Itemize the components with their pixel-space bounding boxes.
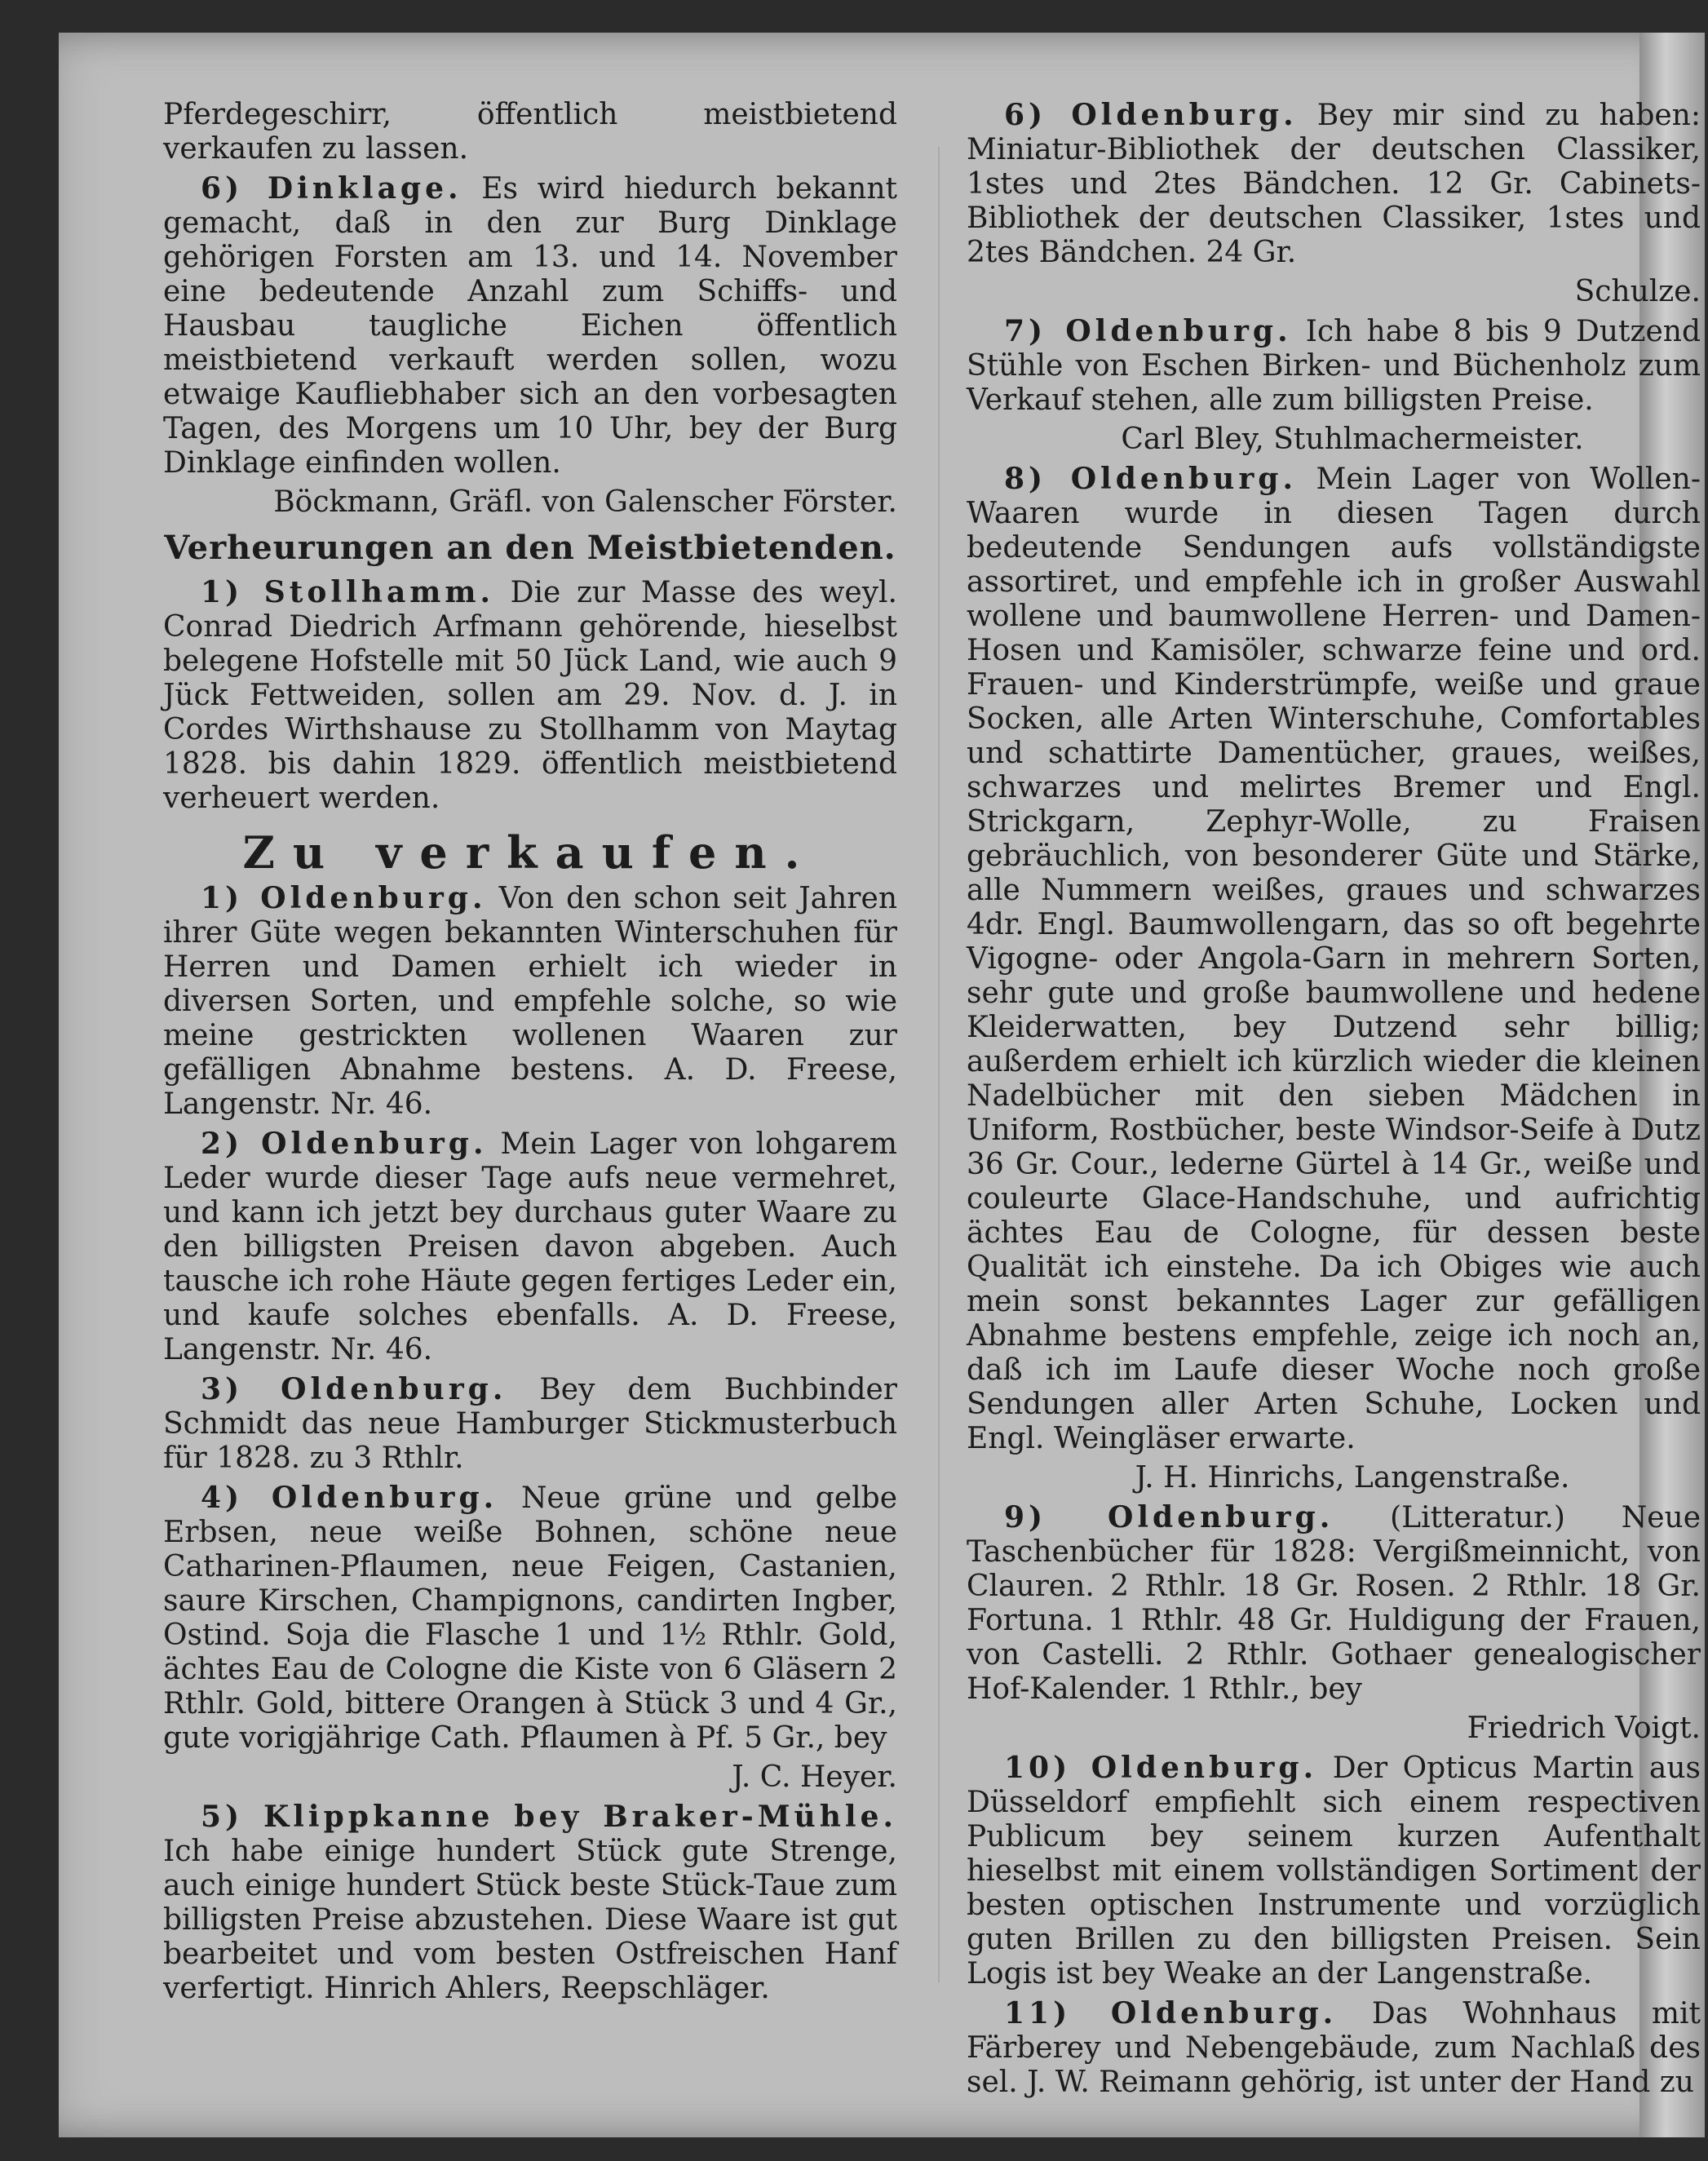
notice: 11) Oldenburg. Das Wohnhaus mit Färberey und Nebengebäude, zum Nachlaß des sel. J. W. Reimann gehörig, ist unter der Hand zu <box>967 1996 1701 2099</box>
section-heading: Verheurungen an den Meistbietenden. <box>164 529 896 567</box>
signature: J. H. Hinrichs, Langenstraße. <box>1135 1461 1570 1495</box>
notice: 5) Klippkanne bey Braker-Mühle. Ich habe einige hundert Stück gute Strenge, auch einige hundert Stück beste Stück-Taue zum billigsten Preise abzustehen. Diese Waare ist gut bearbeitet und vom besten Ostfreischen Hanf verfertigt. Hinrich Ahlers, Reepschläger. <box>163 1800 897 2005</box>
notice: 3) Oldenburg. Bey dem Buchbinder Schmidt das neue Hamburger Stickmusterbuch für 1828. zu 3 Rthlr. <box>163 1372 898 1475</box>
column-divider <box>938 147 940 1982</box>
right-column <box>967 98 1701 2105</box>
signature: J. C. Heyer. <box>732 1760 897 1794</box>
notice-stollhamm: 1) Stollhamm. Die zur Masse des weyl. Conrad Diedrich Arfmann gehörende, hieselbst belegene Hofstelle mit 50 Jück Land, wie auch 9 Jück Fettweiden, sollen am 29. Nov. d. J. in Cordes Wirthshause zu Stollhamm von Maytag 1828. bis dahin 1829. öffentlich meistbietend verheuert werden. <box>163 575 897 815</box>
left-column <box>163 98 897 2011</box>
notice: 7) Oldenburg. Ich habe 8 bis 9 Dutzend Stühle von Eschen Birken- und Büchenholz zum Verkauf stehen, alle zum billigsten Preise. <box>967 314 1701 417</box>
signature: Schulze. <box>1574 275 1701 308</box>
notice: 8) Oldenburg. Mein Lager von Wollen-Waaren wurde in diesen Tagen durch bedeutende Sendungen aufs vollständigste assortiret, und empfehle ich in großer Auswahl wollene und baumwollene Herren- und Damen-Hosen und Kamisöler, schwarze feine und ord. Frauen- und Kinderstrümpfe, weiße und graue Socken, alle Arten Winterschuhe, Comfortables und schattirte Damentücher, graues, weißes, schwarzes und melirtes Bremer und Engl. Strickgarn, Zephyr-Wolle, zu Fraisen gebräuchlich, von besonderer Güte und Stärke, alle Nummern weißes, graues und schwarzes 4dr. Engl. Baumwollengarn, das so oft begehrte Vigogne- oder Angola-Garn in mehrern Sorten, sehr gute und große baumwollene und hedene Kleiderwatten, bey Dutzend sehr billig; außerdem erhielt ich kürzlich wieder die kleinen Nadelbücher mit den sieben Mädchen in Uniform, Rostbücher, beste Windsor-Seife à Dutz 36 Gr. Cour., lederne Gürtel à 14 Gr., weiße und couleurte Glace-Handschuhe, und aufrichtig ächtes Eau de Cologne, für dessen beste Qualität ich einstehe. Da ich Obiges wie auch mein sonst bekanntes Lager zur gefälligen Abnahme bestens empfehle, zeige ich noch an, daß ich im Laufe dieser Woche noch große Sendungen aller Arten Schuhe, Locken und Engl. Weingläser erwarte. <box>967 462 1701 1455</box>
notice: 9) Oldenburg. (Litteratur.) Neue Taschenbücher für 1828: Vergißmeinnicht, von Clauren. 2 Rthlr. 18 Gr. Rosen. 2 Rthlr. 18 Gr. Fortuna. 1 Rthlr. 48 Gr. Huldigung der Frauen, von Castelli. 2 Rthlr. Gothaer genealogischer Hof-Kalender. 1 Rthlr., bey <box>967 1500 1701 1706</box>
signature: Friedrich Voigt. <box>1467 1712 1701 1745</box>
paragraph: Pferdegeschirr, öffentlich meistbietend verkaufen zu lassen. <box>163 98 897 166</box>
notice: 1) Oldenburg. Von den schon seit Jahren ihrer Güte wegen bekannten Winterschuhen für Herren und Damen erhielt ich wieder in diversen Sorten, und empfehle solche, so wie meine gestrickten wollenen Waaren zur gefälligen Abnahme bestens. A. D. Freese, Langenstr. Nr. 46. <box>163 881 897 1121</box>
section-heading: Zu verkaufen. <box>242 826 818 879</box>
notice: 4) Oldenburg. Neue grüne und gelbe Erbsen, neue weiße Bohnen, schöne neue Catharinen-Pflaumen, neue Feigen, Castanien, saure Kirschen, Champignons, candirten Ingber, Ostind. Soja die Flasche 1 und 1½ Rthlr. Gold, ächtes Eau de Cologne die Kiste von 6 Gläsern 2 Rthlr. Gold, bittere Orangen à Stück 3 und 4 Gr., gute vorigjährige Cath. Pflaumen à Pf. 5 Gr., bey <box>163 1481 897 1755</box>
notice: 10) Oldenburg. Der Opticus Martin aus Düsseldorf empfiehlt sich einem respectiven Publicum bey seinem kurzen Aufenthalt hieselbst mit einem vollständigen Sortiment der besten optischen Instrumente und vorzüglich guten Brillen zu den billigsten Preisen. Sein Logis ist bey Weake an der Langenstraße. <box>967 1751 1701 1991</box>
signature: Carl Bley, Stuhlmachermeister. <box>1121 423 1584 456</box>
notice: 6) Oldenburg. Bey mir sind zu haben: Miniatur-Bibliothek der deutschen Classiker, 1stes und 2tes Bändchen. 12 Gr. Cabinets-Bibliothek der deutschen Classiker, 1stes und 2tes Bändchen. 24 Gr. <box>967 98 1701 269</box>
notice-dinklage: 6) Dinklage. Es wird hiedurch bekannt gemacht, daß in den zur Burg Dinklage gehörigen Forsten am 13. und 14. November eine bedeutende Anzahl zum Schiffs- und Hausbau taugliche Eichen öffentlich meistbietend verkauft werden sollen, wozu etwaige Kaufliebhaber sich an den vorbesagten Tagen, des Morgens um 10 Uhr, bey der Burg Dinklage einfinden wollen. <box>163 171 897 480</box>
notice: 2) Oldenburg. Mein Lager von lohgarem Leder wurde dieser Tage aufs neue vermehret, und kann ich jetzt bey durchaus guter Waare zu den billigsten Preisen davon abgeben. Auch tausche ich rohe Häute gegen fertiges Leder ein, und kaufe solches ebenfalls. A. D. Freese, Langenstr. Nr. 46. <box>163 1127 897 1366</box>
signature: Böckmann, Gräfl. von Galenscher Förster. <box>273 485 897 519</box>
